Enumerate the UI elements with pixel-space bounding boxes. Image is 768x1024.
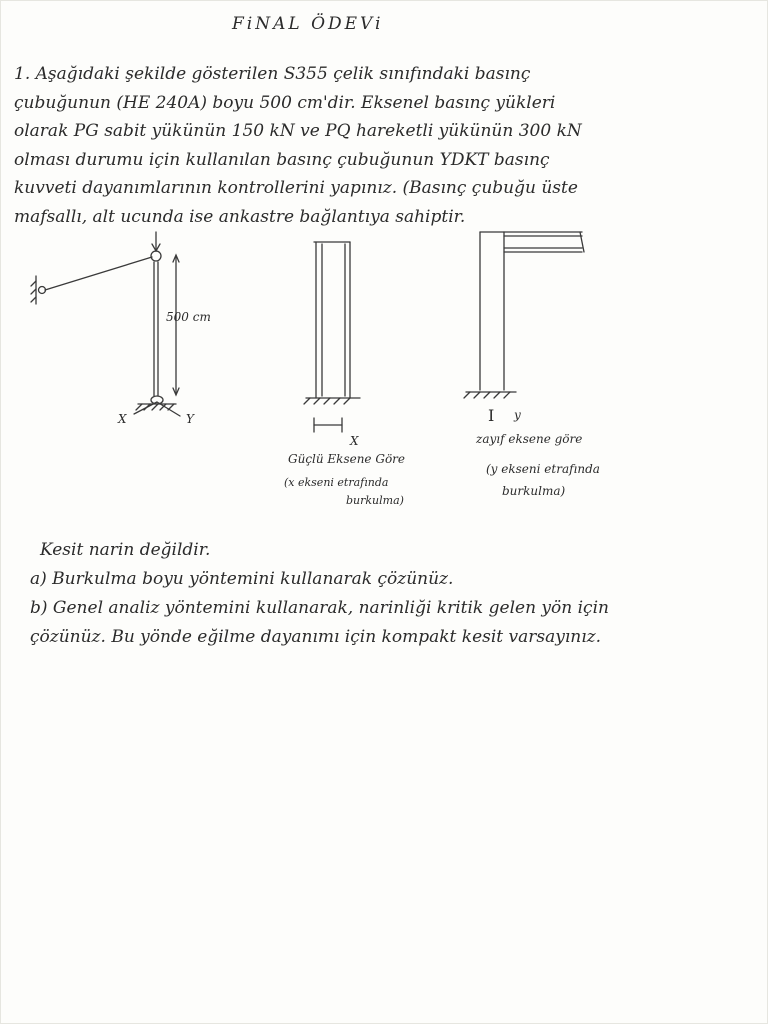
column-elevation-sketch bbox=[31, 232, 180, 416]
section-note: Kesit narin değildir. bbox=[40, 540, 211, 560]
answer-instructions bbox=[30, 536, 750, 652]
section-x-axis-label: X bbox=[350, 434, 359, 448]
length-label: 500 cm bbox=[166, 310, 211, 324]
weak-axis-caption-1: zayıf eksene göre bbox=[476, 432, 583, 446]
weak-axis-letter: y bbox=[514, 408, 521, 422]
part-a: a) Burkulma boyu yöntemini kullanarak çözünüz. bbox=[30, 569, 454, 589]
part-b-line-2: çözünüz. Bu yönde eğilme dayanımı için kompakt kesit varsayınız. bbox=[30, 627, 602, 647]
strong-axis-caption-3: burkulma) bbox=[346, 494, 404, 507]
weak-axis-caption-2: (y ekseni etrafında bbox=[486, 462, 600, 476]
page-title: FiNAL ÖDEVi bbox=[232, 14, 384, 34]
strong-axis-caption-1: Güçlü Eksene Göre bbox=[288, 452, 405, 466]
question-line-1: 1. Aşağıdaki şekilde gösterilen S355 çelik sınıfındaki basınç bbox=[14, 64, 531, 84]
weak-axis-caption-3: burkulma) bbox=[502, 484, 566, 498]
question-line-4: olması durumu için kullanılan basınç çubuğunun YDKT basınç bbox=[14, 149, 550, 170]
weak-axis-sketch bbox=[464, 232, 584, 398]
strong-axis-caption-2: (x ekseni etrafında bbox=[284, 476, 389, 489]
question-line-2: çubuğunun (HE 240A) boyu 500 cm'dir. Eksenel basınç yükleri bbox=[14, 92, 556, 113]
question-line-5: kuvveti dayanımlarının kontrollerini yapınız. (Basınç çubuğu üste bbox=[14, 178, 578, 198]
part-b-line-1: b) Genel analiz yöntemini kullanarak, narinliği kritik gelen yön için bbox=[30, 598, 609, 618]
strong-axis-sketch bbox=[304, 242, 360, 432]
axis-y-label: Y bbox=[186, 412, 194, 426]
question-line-6: mafsallı, alt ucunda ise ankastre bağlantıya sahiptir. bbox=[14, 206, 466, 227]
axis-x-label: X bbox=[118, 412, 127, 426]
question-line-3: olarak PG sabit yükünün 150 kN ve PQ hareketli yükünün 300 kN bbox=[14, 121, 582, 141]
weak-axis-section-symbol: I bbox=[488, 406, 495, 425]
